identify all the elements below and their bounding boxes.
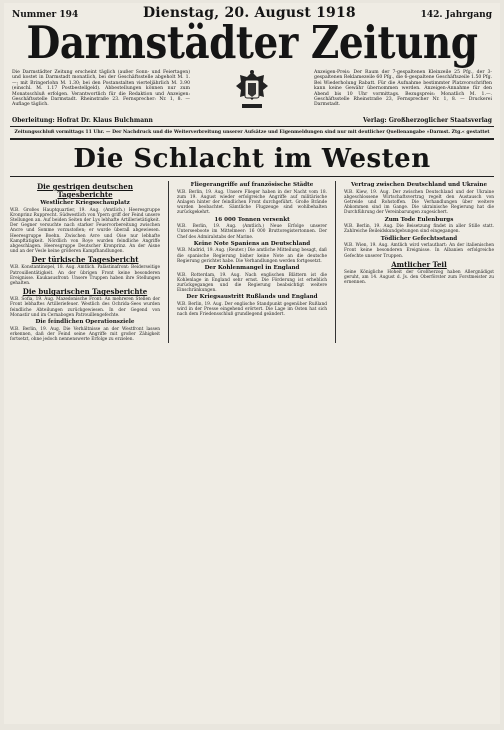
- column-1: [10, 181, 160, 343]
- article-title: Der Kohlenmangel in England: [204, 265, 300, 272]
- article-subtitle: Westlicher Kriegsschauplatz: [40, 200, 130, 206]
- coat-of-arms-icon: [227, 68, 277, 114]
- article-title: Zum Tode Eulenburgs: [384, 216, 454, 223]
- article-text: W.B. Konstantinopel, 18. Aug. Amtlich. Palästinafront: Beiderseitige Patrouillentätigkeit. An der übrigen Front keine besonderen Ereignisse. Kaukasusfront: Unsere Truppen haben ihre Stellungen gehalten.: [10, 265, 160, 287]
- divider: [10, 126, 494, 127]
- article-columns: [4, 179, 500, 343]
- article-title: Die bulgarischen Tagesberichte: [22, 287, 148, 297]
- article-text: W.B. Rotterdam, 19. Aug. Nach englischen Blättern ist die Kohlenlage in England sehr ernst. Die Förderung ist erheblich zurückgegangen und die Regierung beabsichtigt weitere Einschränkungen.: [177, 272, 327, 294]
- article-text: W.B. Kiew, 19. Aug. Der zwischen Deutschland und der Ukraine abgeschlossene Wirtschaftsvertrag regelt den Austausch von Getreide und Rohstoffen. Die Verhandlungen über weitere Abkommen sind im Gange. Die ukrainische Regierung hat die Durchführung der Vereinbarungen zugesichert.: [344, 189, 494, 216]
- divider: [10, 176, 494, 177]
- column-divider: [168, 181, 169, 343]
- article-text: Seine Königliche Hoheit der Großherzog haben Allergnädigst geruht, am 14. August d. Js. den Oberförster zum Forstmeister zu ernennen.: [344, 269, 494, 286]
- deadline-banner: Zeitungsschluß vormittags 11 Uhr. — Der Nachdruck und die Weiterverbreitung unserer Aufsätze und Eigenmeldungen sind nur mit deutlicher Quellenangabe »Darmst. Ztg.« gestattet: [14, 130, 490, 135]
- article-text: W.B. Berlin, 19. Aug. Die Verhältnisse an der Westfront lassen erkennen, daß der Feind seine Angriffe mit großer Zähigkeit fortsetzt, ohne jedoch nennenswerte Erfolge zu erzielen.: [10, 326, 160, 343]
- article-title: Der türkische Tagesbericht: [31, 255, 139, 265]
- issue-date: Dienstag, 20. August 1918: [142, 5, 356, 21]
- publisher: Verlag: Großherzoglicher Staatsverlag: [362, 117, 492, 124]
- column-divider: [335, 181, 336, 343]
- article-text: W.B. Berlin, 19. Aug. (Amtlich.) Neue Erfolge unserer Unterseeboote im Mittelmeer: 16 000 Bruttoregistertonnen. Der Chef des Admiralstabs der Marine.: [177, 224, 327, 240]
- masthead-subhead: [4, 64, 500, 114]
- article-text: W.B. Madrid, 19. Aug. (Reuter.) Die amtliche Mitteilung besagt, daß die spanische Regierung bisher keine Note an die deutsche Regierung gerichtet habe. Die Verhandlungen werden fortgesetzt.: [177, 248, 327, 264]
- volume-number: 142. Jahrgang: [420, 10, 492, 20]
- article-title: Fliegerangriffe auf französische Städte: [190, 182, 314, 188]
- column-2: [177, 181, 327, 343]
- article-text: W.B. Berlin, 19. Aug. Unsere Flieger haben in der Nacht vom 18. zum 19. August wieder erfolgreiche Angriffe auf militärische Anlagen hinter der feindlichen Front durchgeführt. Große Brände wurden beobachtet. Sämtliche Flugzeuge sind wohlbehalten zurückgekehrt.: [177, 189, 327, 216]
- newspaper-page: [4, 3, 500, 724]
- column-3: [344, 181, 494, 343]
- issue-number: Nummer 194: [12, 10, 79, 20]
- divider: [10, 138, 494, 140]
- subscription-info: Die Darmstädter Zeitung erscheint täglich (außer Sonn- und Feiertagen) und kostet in Darmstadt monatlich, bei der Geschäftsstelle abgeholt M. 1.—; mit Bringerlohn M. 1.30; bei den Postanstalten vierteljährlich M. 3.90 (einschl. M. 1.17 Postbestellgeld). Abbestellungen können nur zum Monatsschluß erfolgen. Verantwortlich für die Redaktion und Anzeigen: Geschäftsstelle Darmstadt. Rheinstraße 23. Fernsprecher: Nr. 1, 8. — Auflage täglich.: [12, 70, 190, 108]
- advertising-info: Anzeigen-Preis: Der Raum der 7-gespaltenen Kleinzeile 25 Pfg., der 3-gespaltenen Reklamezeile 60 Pfg., die 6-gespaltene Geschäftszeile 1.50 Pfg. Bei Wiederholung Rabatt. Für die Aufnahme bestimmter Platzvorschriften kann keine Gewähr übernommen werden. Anzeigen-Annahme für den Abend bis 10 Uhr vormittags. Bezugspreis: Monatlich M. 1.—. Geschäftsstelle Rheinstraße 23, Fernsprecher Nr. 1, 8. — Druckerei Darmstadt.: [314, 70, 492, 108]
- article-title: Tödlicher Gefechtsstand: [380, 235, 458, 242]
- main-headline: Die Schlacht im Westen: [73, 144, 431, 174]
- article-text: W.B. Berlin, 19. Aug. Der englische Standpunkt gegenüber Rußland wird in der Presse eingehend erörtert. Die Lage im Osten hat sich nach dem Friedensschluß grundlegend geändert.: [177, 302, 327, 318]
- article-title: Die gestrigen deutschen Tagesberichte: [37, 182, 133, 199]
- article-text: W.B. Großes Hauptquartier, 19. Aug. (Amtlich.) Heeresgruppe Kronprinz Rupprecht. Südwestlich von Ypern griff der Feind unsere Stellungen an. Auf beiden Seiten der Lys lebhafte Artillerietätigkeit. Der Gegner versuchte nach starker Feuervorbereitung zwischen Ancre und Somme vorzustoßen; er wurde überall abgewiesen. Heeresgruppe Boehn. Zwischen Avre und Oise nur lebhafte Kampftätigkeit. Nördlich von Roye wurden feindliche Angriffe abgeschlagen. Heeresgruppe Deutscher Kronprinz. An der Aisne und an der Vesle keine größeren Kampfhandlungen.: [10, 207, 160, 255]
- article-title: Vertrag zwischen Deutschland und Ukraine: [350, 182, 488, 188]
- chief-editor: Oberleitung: Hofrat Dr. Klaus Bulchmann: [12, 117, 153, 124]
- editor-line: [4, 114, 500, 124]
- article-text: W.B. Berlin, 19. Aug. Die Beisetzung findet in aller Stille statt. Zahlreiche Beileidskundgebungen sind eingegangen.: [344, 224, 494, 235]
- article-title: Keine Note Spaniens an Deutschland: [193, 240, 311, 247]
- article-title: Amtlicher Teil: [391, 259, 447, 269]
- article-title: Die feindlichen Operationsziele: [35, 319, 135, 326]
- article-title: 16 000 Tonnen versenkt: [214, 216, 290, 223]
- article-text: W.B. Sofia, 19. Aug. Mazedonische Front: An mehreren Stellen der Front lebhaftes Artilleriefeuer. Westlich des Ochrida-Sees wurden feindliche Abteilungen zurückgewiesen. In der Gegend von Monastir und im Cernabogen Patrouillengefechte.: [10, 297, 160, 318]
- article-text: W.B. Wien, 19. Aug. Amtlich wird verlautbart: An der italienischen Front keine besonderen Ereignisse. In Albanien erfolgreiche Gefechte unserer Truppen.: [344, 243, 494, 259]
- newspaper-title: Darmstädter Zeitung: [26, 16, 478, 70]
- article-title: Der Kriegsaustritt Rußlands und England: [186, 294, 318, 301]
